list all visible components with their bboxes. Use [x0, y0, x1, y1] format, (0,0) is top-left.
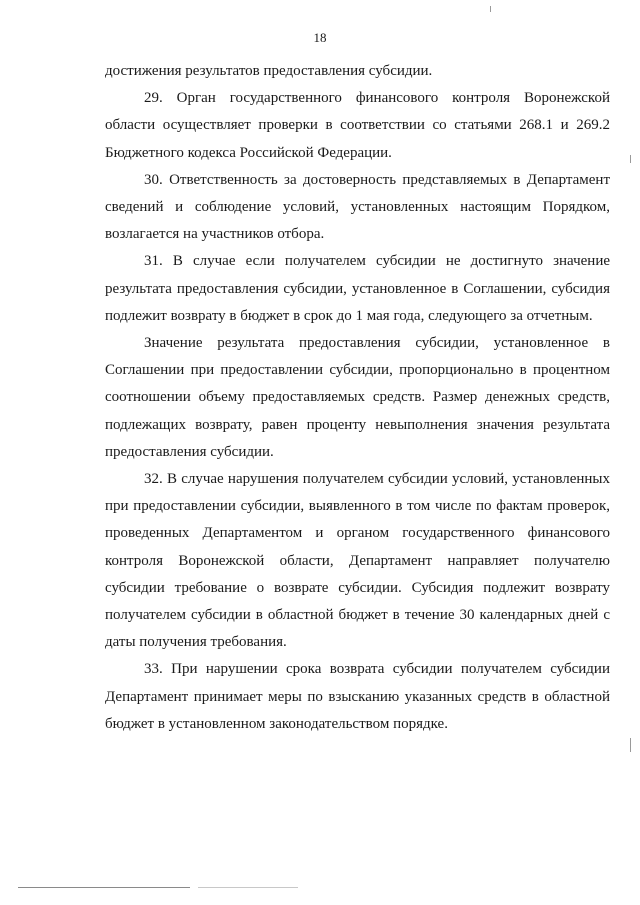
- paragraph-result-value: Значение результата предоставления субсидии, установленное в Соглашении при предоставлении субсидии, пропорционально в процентном соотношении объему предоставляемых средств. Размер денежных средств, подлежащих возврату, равен проценту невыполнения значения результата предоставления субсидии.: [105, 335, 610, 460]
- scan-mark-right-lower: [630, 738, 631, 752]
- footer-rule-faint: [198, 887, 298, 888]
- scan-mark-right-upper: [630, 155, 631, 163]
- scan-mark-top: [490, 6, 491, 12]
- paragraph-31: 31. В случае если получателем субсидии не достигнуто значение результата предоставления субсидии, установленное в Соглашении, субсидия подлежит возврату в бюджет в срок до 1 мая года, следующего за отчетным.: [105, 253, 610, 324]
- paragraph-29: 29. Орган государственного финансового контроля Воронежской области осуществляет проверки в соответствии со статьями 268.1 и 269.2 Бюджетного кодекса Российской Федерации.: [105, 90, 610, 161]
- paragraph-32: 32. В случае нарушения получателем субсидии условий, установленных при предоставлении субсидии, выявленного в том числе по фактам проверок, проведенных Департаментом и органом государственного финансового контроля Воронежской области, Департамент направляет получателю субсидии требование о возврате субсидии. Субсидия подлежит возврату получателем субсидии в областной бюджет в течение 30 календарных дней с даты получения требования.: [105, 471, 610, 651]
- paragraph-continuation: достижения результатов предоставления субсидии.: [105, 63, 433, 79]
- document-body: [105, 58, 610, 738]
- paragraph-33: 33. При нарушении срока возврата субсидии получателем субсидии Департамент принимает меры по взысканию указанных средств в областной бюджет в установленном законодательством порядке.: [105, 661, 610, 732]
- paragraph-30: 30. Ответственность за достоверность представляемых в Департамент сведений и соблюдение условий, установленных настоящим Порядком, возлагается на участников отбора.: [105, 171, 610, 243]
- page-number: 18: [313, 30, 327, 45]
- footer-rule: [18, 887, 190, 888]
